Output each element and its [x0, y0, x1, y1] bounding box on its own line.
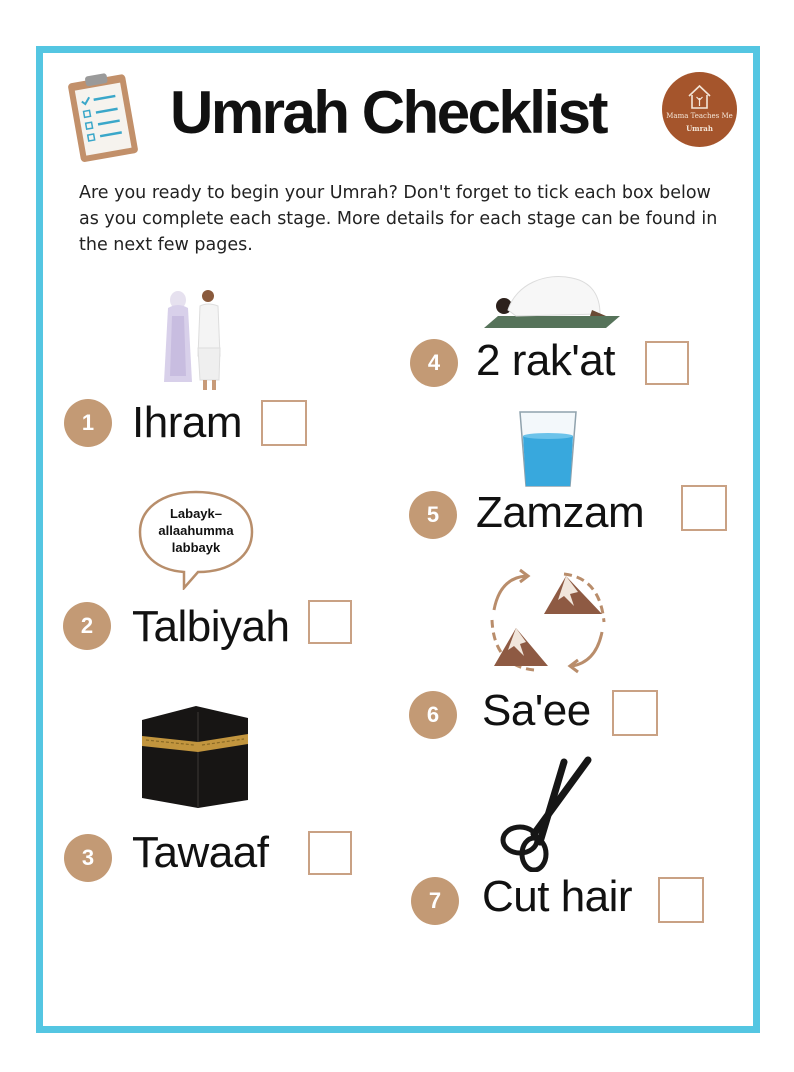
kaaba-illustration [136, 702, 252, 810]
step-4-label: 2 rak'at [476, 336, 615, 385]
step-2-label: Talbiyah [132, 602, 290, 651]
logo-line-2: Umrah [686, 124, 713, 133]
bubble-line-3: labbayk [171, 540, 221, 555]
talbiyah-bubble-text [142, 505, 250, 556]
step-6-checkbox[interactable] [612, 690, 658, 736]
page-title: Umrah Checklist [170, 79, 606, 146]
step-1-badge: 1 [64, 399, 112, 447]
step-4-checkbox[interactable] [645, 341, 689, 385]
step-5-checkbox[interactable] [681, 485, 727, 531]
step-1-checkbox[interactable] [261, 400, 307, 446]
logo-line-1: Mama Teaches Me [666, 112, 733, 120]
safa-marwah-illustration [486, 566, 612, 676]
step-6-label: Sa'ee [482, 686, 591, 735]
step-7-checkbox[interactable] [658, 877, 704, 923]
house-icon [687, 84, 712, 110]
scissors-icon [494, 756, 598, 872]
step-3-label: Tawaaf [132, 828, 269, 877]
brand-logo [662, 72, 737, 147]
clipboard-icon [66, 70, 142, 166]
step-3-checkbox[interactable] [308, 831, 352, 875]
step-3-badge: 3 [64, 834, 112, 882]
step-7-label: Cut hair [482, 872, 633, 921]
zamzam-water-glass [516, 406, 580, 490]
step-4-badge: 4 [410, 339, 458, 387]
step-2-checkbox[interactable] [308, 600, 352, 644]
bubble-line-2: allaahumma [158, 523, 234, 538]
step-5-label: Zamzam [476, 488, 645, 537]
step-1-label: Ihram [132, 398, 242, 447]
step-2-badge: 2 [63, 602, 111, 650]
intro-text: Are you ready to begin your Umrah? Don't forget to tick each box below as you complete each stage. More details for each stage can be found in the next few pages. [79, 183, 718, 255]
ihram-pilgrims-illustration [160, 286, 232, 394]
prayer-illustration [480, 270, 624, 332]
step-7-badge: 7 [411, 877, 459, 925]
step-6-badge: 6 [409, 691, 457, 739]
bubble-line-1: Labayk– [169, 506, 223, 521]
step-5-badge: 5 [409, 491, 457, 539]
